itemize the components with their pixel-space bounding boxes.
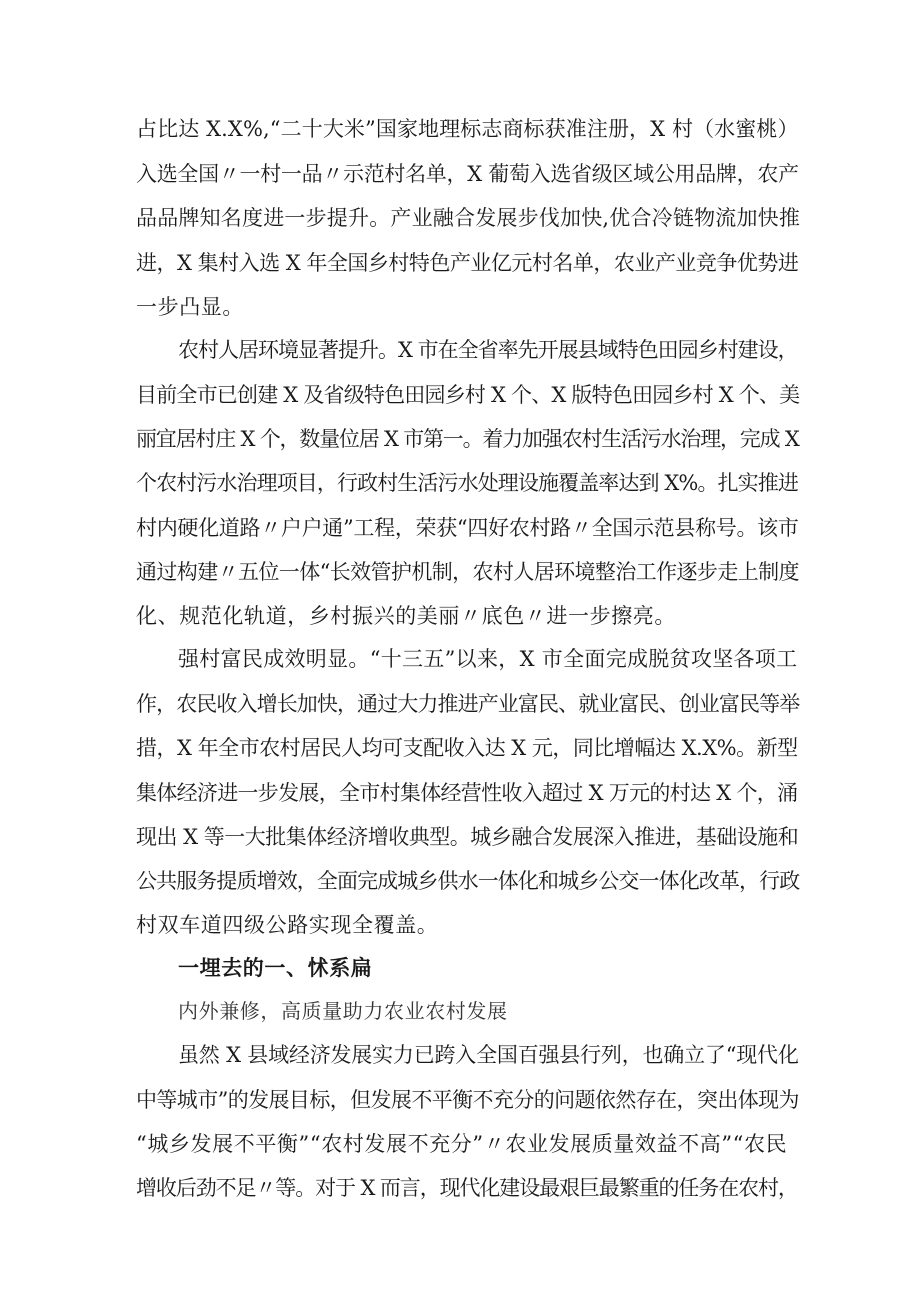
paragraph-environment-line: 个农村污水治理项目，行政村生活污水处理设施覆盖率达到 X%。扎实推进 <box>136 471 798 495</box>
paragraph-income-line: 措，X 年全市农村居民人均可支配收入达 X 元，同比增幅达 X.X%。新型 <box>136 736 798 760</box>
section-subheading: 内外兼修，高质量助力农业农村发展 <box>178 999 508 1023</box>
paragraph-industry-line: 品品牌知名度进一步提升。产业融合发展步伐加快,优合冷链物流加快推 <box>136 206 801 230</box>
paragraph-income-line: 公共服务提质增效，全面完成城乡供水一体化和城乡公交一体化改革，行政 <box>136 869 800 893</box>
paragraph-challenge-line: “城乡发展不平衡”“农村发展不充分”〃农业发展质量效益不高”“农民 <box>136 1132 788 1156</box>
paragraph-industry-line: 入选全国〃一村一品〃示范村名单，X 葡萄入选省级区域公用品牌，农产 <box>136 162 799 186</box>
paragraph-income-line: 现出 X 等一大批集体经济增收典型。城乡融合发展深入推进，基础设施和 <box>136 825 799 849</box>
paragraph-environment-line: 丽宜居村庄 X 个，数量位居 X 市第一。着力加强农村生活污水治理，完成 X <box>136 427 799 451</box>
paragraph-environment-line: 化、规范化轨道，乡村振兴的美丽〃底色〃进一步擦亮。 <box>136 604 676 628</box>
paragraph-environment-line: 农村人居环境显著提升。X 市在全省率先开展县域特色田园乡村建设， <box>178 338 798 362</box>
paragraph-environment-line: 通过构建〃五位一体“长效管护机制，农村人居环境整治工作逐步走上制度 <box>136 560 799 584</box>
paragraph-environment-line: 村内硬化道路〃户户通”工程，荣获“四好农村路〃全国示范县称号。该市 <box>136 516 799 540</box>
paragraph-income-line: 强村富民成效明显。“十三五”以来，X 市全面完成脱贫攻坚各项工 <box>178 647 798 671</box>
paragraph-industry-line: 进，X 集村入选 X 年全国乡村特色产业亿元村名单，农业产业竞争优势进 <box>136 251 799 275</box>
section-heading: 一埋去的一、怵系扁 <box>178 956 373 980</box>
paragraph-income-line: 集体经济进一步发展，全市村集体经营性收入超过 X 万元的村达 X 个，涌 <box>136 781 798 805</box>
paragraph-industry-line: 一步凸显。 <box>136 295 244 319</box>
paragraph-challenge-line: 中等城市”的发展目标，但发展不平衡不充分的问题依然存在，突出体现为 <box>136 1088 799 1112</box>
paragraph-industry-line: 占比达 X.X%,“二十大米”国家地理标志商标获准注册，X 村（水蜜桃） <box>136 117 799 141</box>
paragraph-environment-line: 目前全市已创建 X 及省级特色田园乡村 X 个、X 版特色田园乡村 X 个、美 <box>136 383 800 407</box>
paragraph-challenge-line: 虽然 X 县域经济发展实力已跨入全国百强县行列，也确立了“现代化 <box>178 1043 799 1067</box>
paragraph-income-line: 作，农民收入增长加快，通过大力推进产业富民、就业富民、创业富民等举 <box>136 692 800 716</box>
paragraph-challenge-line: 增收后劲不足〃等。对于 X 而言，现代化建设最艰巨最繁重的任务在农村， <box>136 1176 798 1200</box>
paragraph-income-line: 村双车道四级公路实现全覆盖。 <box>136 913 439 937</box>
